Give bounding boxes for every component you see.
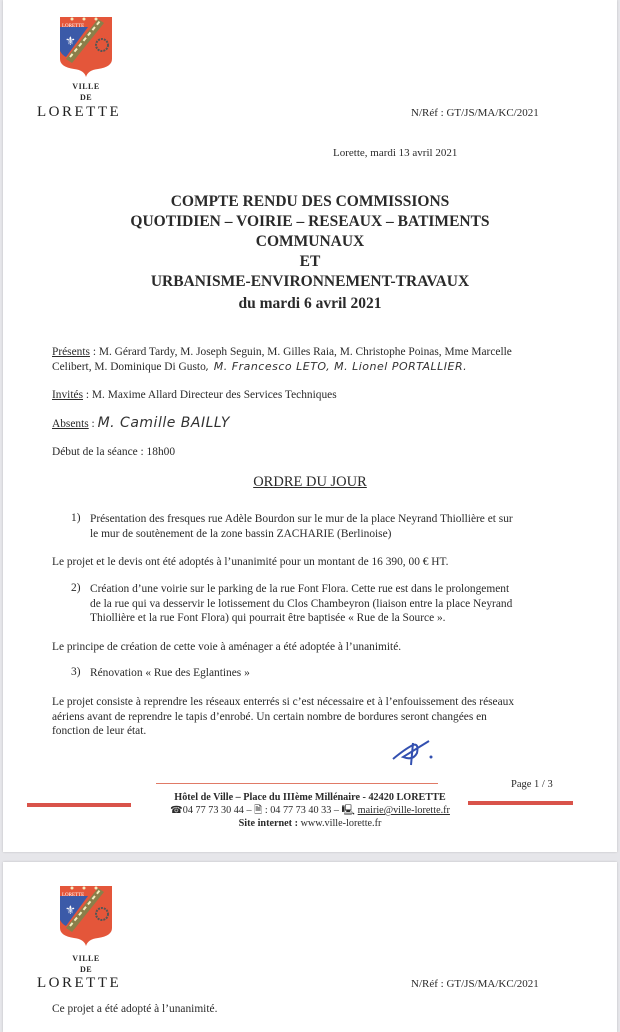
presents-handwritten: , M. Francesco LETO, M. Lionel PORTALLIER. xyxy=(205,359,468,373)
session-start: Début de la séance : 18h00 xyxy=(52,446,176,458)
agenda-item-2-line-3: Thiollière et la rue Font Flora) qui pourrait être baptisée « Rue de la Source ». xyxy=(90,612,446,625)
presents-label: Présents xyxy=(52,346,90,358)
agenda-item-3-number: 3) xyxy=(71,666,81,678)
agenda-item-2-decision: Le principe de création de cette voie à aménager a été adoptée à l’unanimité. xyxy=(52,641,402,653)
invites-text: : M. Maxime Allard Directeur des Services Techniques xyxy=(83,389,337,401)
title-line-6: du mardi 6 avril 2021 xyxy=(238,295,382,312)
svg-text:⚜: ⚜ xyxy=(65,34,76,48)
footer-email-link[interactable]: mairie@ville-lorette.fr xyxy=(357,805,450,816)
agenda-item-3-decision xyxy=(52,695,572,739)
signature-initials xyxy=(389,735,439,767)
agenda-item-1-line-2: le mur de soutènement de la zone bassin ZACHARIE (Berlinoise) xyxy=(90,527,392,540)
reference-number-page-2: N/Réf : GT/JS/MA/KC/2021 xyxy=(411,978,539,990)
footer-contacts xyxy=(3,805,617,818)
title-line-5: URBANISME-ENVIRONNEMENT-TRAVAUX xyxy=(150,273,470,290)
phone-icon: ☎ xyxy=(170,805,183,816)
ville-label-page-2: VILLE xyxy=(72,954,100,963)
footer-site-label: Site internet : xyxy=(238,818,299,829)
crest-label-page-2: LORETTE xyxy=(62,893,85,898)
de-label: DE xyxy=(79,93,93,102)
agenda-item-3-decision-line-2: aériens avant de reprendre le tapis d’enrobé. Un certain nombre de bordures seront changées en xyxy=(52,710,487,723)
footer-divider xyxy=(156,783,438,784)
agenda-item-2-number: 2) xyxy=(71,582,81,594)
reference-number: N/Réf : GT/JS/MA/KC/2021 xyxy=(411,107,539,119)
document-date: Lorette, mardi 13 avril 2021 xyxy=(333,147,458,159)
title-line-1: COMPTE RENDU DES COMMISSIONS xyxy=(170,193,450,210)
agenda-item-2-line-1: Création d’une voirie sur le parking de la rue Font Flora. Cette rue est dans le prolongement xyxy=(90,583,510,595)
agenda-item-1-decision: Le projet et le devis ont été adoptés à l’unanimité pour un montant de 16 390, 00 € HT. xyxy=(52,556,449,568)
footer-website xyxy=(3,818,617,831)
absents-separator: : xyxy=(88,418,98,430)
city-name: LORETTE xyxy=(37,104,122,120)
agenda-item-3-decision-line-1: Le projet consiste à reprendre les réseaux enterrés si c’est nécessaire et à l’enfouissement des réseaux xyxy=(52,696,515,708)
agenda-item-2-line-2: de la rue qui va desservir le lotissement du Clos Chambeyron (liaison entre la place Neyrand xyxy=(90,597,513,610)
footer-phone: 04 77 73 30 44 xyxy=(182,805,244,816)
title-line-2: QUOTIDIEN – VOIRIE – RESEAUX – BATIMENTS xyxy=(130,213,490,230)
absents-label: Absents xyxy=(52,418,89,430)
agenda-item-3-text: Rénovation « Rue des Eglantines » xyxy=(90,667,250,679)
invites-paragraph xyxy=(52,388,337,403)
agenda-item-3-decision-line-3: fonction de leur état. xyxy=(52,725,147,738)
absents-paragraph xyxy=(52,416,230,432)
city-name-page-2: LORETTE xyxy=(37,975,122,991)
fax-icon: 🗎 xyxy=(254,805,263,816)
agenda-item-2-text xyxy=(90,582,512,626)
city-crest-logo-page-2 xyxy=(58,884,114,946)
footer-separator: – xyxy=(243,805,255,816)
presents-text-2: Celibert, M. Dominique Di Gusto xyxy=(52,360,206,373)
page-number: Page 1 / 3 xyxy=(511,779,553,790)
computer-icon: 🖳 xyxy=(341,805,356,816)
agenda-item-1-number: 1) xyxy=(71,512,81,524)
footer-site-url[interactable]: www.ville-lorette.fr xyxy=(298,818,382,829)
page-2-first-line: Ce projet a été adopté à l’unanimité. xyxy=(52,1003,218,1015)
footer-fax: : 04 77 73 40 33 – xyxy=(262,805,342,816)
agenda-item-1-text xyxy=(90,512,513,541)
presents-text: : M. Gérard Tardy, M. Joseph Seguin, M. Gilles Raia, M. Christophe Poinas, Mme Marcelle xyxy=(89,346,512,358)
title-line-3: COMMUNAUX xyxy=(255,233,365,250)
city-crest-logo xyxy=(58,15,114,77)
agenda-heading: ORDRE DU JOUR xyxy=(253,474,367,490)
invites-label: Invités xyxy=(52,389,84,401)
de-label-page-2: DE xyxy=(79,965,93,974)
ville-label: VILLE xyxy=(72,82,100,91)
crest-label: LORETTE xyxy=(62,24,85,29)
svg-text:⚜: ⚜ xyxy=(65,903,76,917)
presents-paragraph xyxy=(52,345,592,374)
document-page-2 xyxy=(3,862,617,1032)
document-page-1 xyxy=(3,0,617,852)
footer-address: Hôtel de Ville – Place du IIIème Millénaire - 42420 LORETTE xyxy=(174,792,446,803)
title-line-4: ET xyxy=(299,253,321,270)
agenda-item-1-line-1: Présentation des fresques rue Adèle Bourdon sur le mur de la place Neyrand Thiollière et sur xyxy=(90,513,513,525)
absents-handwritten: M. Camille BAILLY xyxy=(97,415,230,431)
